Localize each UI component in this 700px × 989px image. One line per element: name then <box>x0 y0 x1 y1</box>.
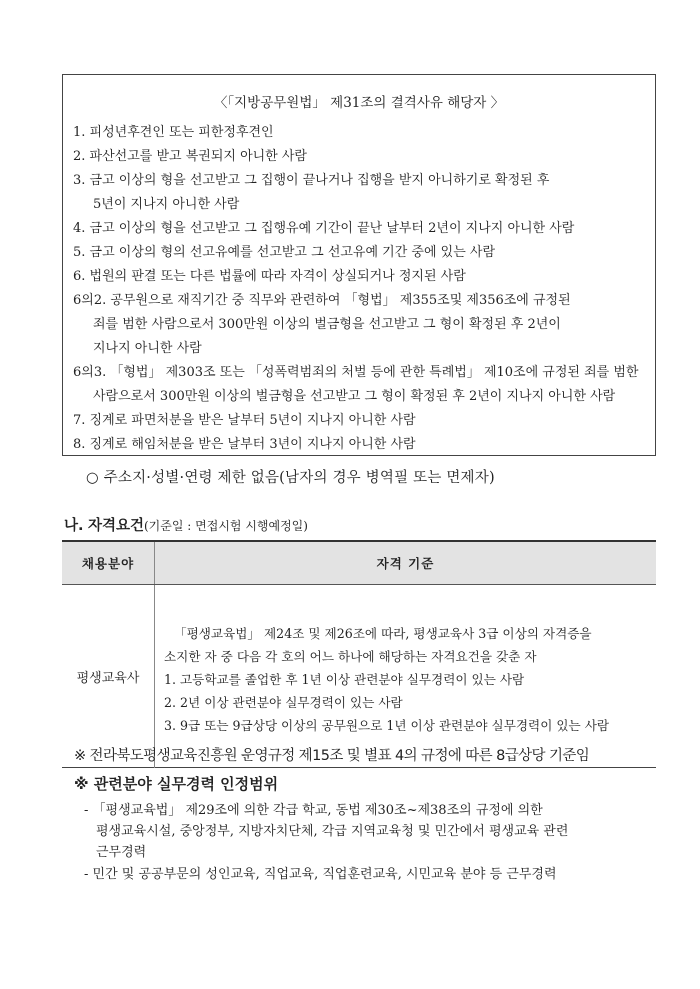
criteria-line: 소지한 자 중 다음 각 호의 어느 하나에 해당하는 자격요건을 갖춘 자 <box>164 648 537 664</box>
column-header-criteria: 자격 기준 <box>155 541 657 585</box>
list-item: 8. 징계로 해임처분을 받은 날부터 3년이 지나지 아니한 사람 <box>73 437 416 452</box>
list-item: 6의2. 공무원으로 재직기간 중 직무와 관련하여 「형법」 제355조및 제356조에 규정된 죄를 범한 사람으로서 300만원 이상의 벌금형을 선고받고 그 형이 확정된 후 2년이 지나지 아니한 사람 <box>73 293 571 356</box>
table-row <box>62 585 656 768</box>
list-item: 5. 금고 이상의 형의 선고유예를 선고받고 그 선고유예 기간 중에 있는 사람 <box>73 245 496 260</box>
list-item: 4. 금고 이상의 형을 선고받고 그 집행유예 기간이 끝난 날부터 2년이 지나지 아니한 사람 <box>73 221 575 236</box>
field-cell: 평생교육사 <box>62 585 155 768</box>
criteria-cell <box>155 585 657 768</box>
list-item: 6. 법원의 판결 또는 다른 법률에 따라 자격이 상실되거나 정지된 사람 <box>73 269 466 284</box>
section-number: 나. <box>64 518 84 534</box>
disqualification-list <box>73 121 647 457</box>
section-subtitle: (기준일 : 면접시험 시행예정일) <box>144 519 308 533</box>
column-header-field: 채용분야 <box>62 541 155 585</box>
disqualification-box <box>62 74 656 456</box>
table-header-row <box>62 541 656 585</box>
list-item: 3. 금고 이상의 형을 선고받고 그 집행이 끝나거나 집행을 받지 아니하기로 확정된 후 5년이 지나지 아니한 사람 <box>73 173 550 212</box>
criteria-line: 1. 고등학교를 졸업한 후 1년 이상 관련분야 실무경력이 있는 사람 <box>164 671 525 687</box>
criteria-line: 3. 9급 또는 9급상당 이상의 공무원으로 1년 이상 관련분야 실무경력이 있는 사람 <box>164 717 610 733</box>
section-heading <box>64 514 308 535</box>
residence-gender-age-note: ○ 주소지·성별·연령 제한 없음(남자의 경우 병역필 또는 면제자) <box>86 470 495 486</box>
section-title: 자격요건 <box>87 518 144 534</box>
list-item: 1. 피성년후견인 또는 피한정후견인 <box>73 125 274 140</box>
list-item: 2. 파산선고를 받고 복권되지 아니한 사람 <box>73 149 307 164</box>
experience-range-heading: ※ 관련분야 실무경력 인정범위 <box>74 775 279 793</box>
disqualification-title: 〈「지방공무원법」 제31조의 결격사유 해당자 〉 <box>213 95 505 111</box>
criteria-line: 2. 2년 이상 관련분야 실무경력이 있는 사람 <box>164 694 403 710</box>
qualification-table <box>62 540 656 768</box>
list-item: - 민간 및 공공부문의 성인교육, 직업교육, 직업훈련교육, 시민교육 분야 등 근무경력 <box>84 867 557 882</box>
criteria-line: 「평생교육법」 제24조 및 제26조에 따라, 평생교육사 3급 이상의 자격증을 <box>174 625 592 641</box>
list-item: 7. 징계로 파면처분을 받은 날부터 5년이 지나지 아니한 사람 <box>73 413 416 428</box>
list-item: 6의3. 「형법」 제303조 또는 「성폭력범죄의 처벌 등에 관한 특례법」 제10조에 규정된 죄를 범한 사람으로서 300만원 이상의 벌금형을 선고받고 그 형이 확정된 후 2년이 지나지 아니한 사람 <box>73 365 639 404</box>
list-item: - 「평생교육법」 제29조에 의한 각급 학교, 동법 제30조~제38조의 규정에 의한 평생교육시설, 중앙정부, 지방자치단체, 각급 지역교육청 및 민간에서 평생교육 관련 근무경력 <box>84 803 569 860</box>
grade-standard-note: ※ 전라북도평생교육진흥원 운영규정 제15조 및 별표 4의 규정에 따른 8급상당 기준임 <box>74 748 590 764</box>
